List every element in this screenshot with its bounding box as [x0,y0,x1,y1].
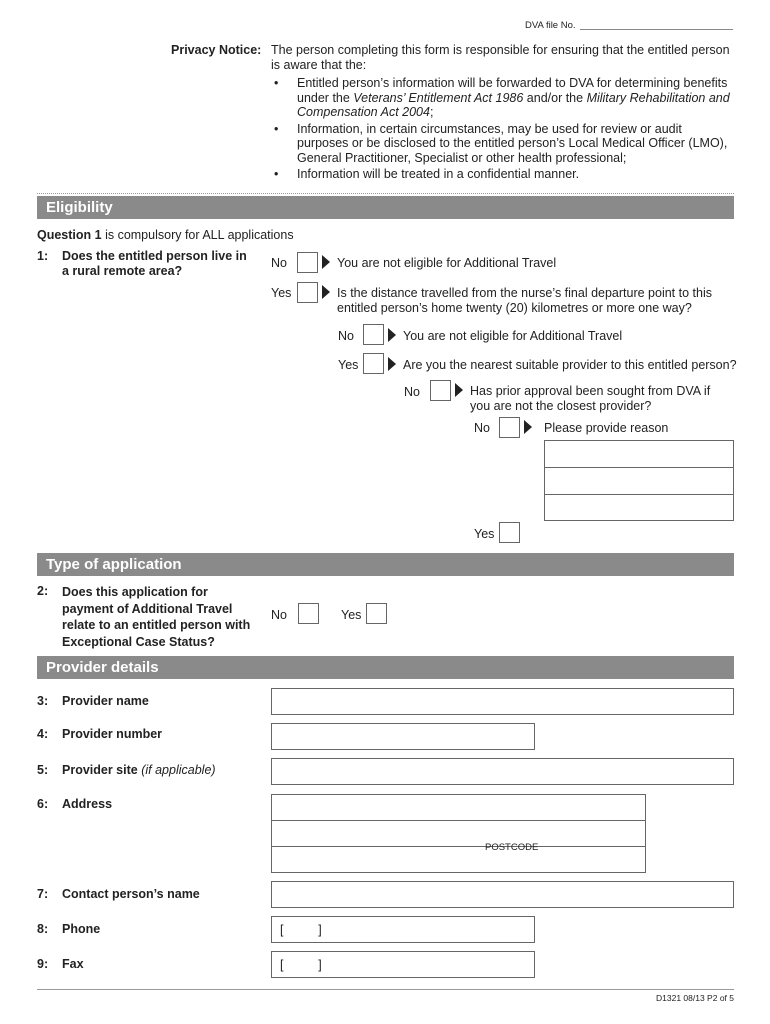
eligibility-note: Question 1 is compulsory for ALL applications [37,228,294,242]
distance-yes-checkbox[interactable] [363,353,384,374]
footer-divider [37,989,734,990]
approval-yes-label: Yes [474,527,495,541]
provider-number-input[interactable] [271,723,535,750]
approval-question: Has prior approval been sought from DVA if you are not the closest provider? [470,384,711,413]
q1-not-eligible: You are not eligible for Additional Travel [337,256,557,270]
distance-no-label: No [338,329,354,343]
q2-no-checkbox[interactable] [298,603,319,624]
eligibility-heading: Eligibility [37,196,734,219]
field-number: 8: [37,922,49,936]
address-label: Address [62,797,113,811]
field-number: 7: [37,887,49,901]
field-number: 4: [37,727,49,741]
privacy-text [271,43,733,184]
privacy-bullet-2: • Information, in certain circumstances, may be used for review or audit purposes or be disclosed to the entitled person’s Local Medical Officer (LMO), General Practitioner, Specialist or other health professional; [271,122,733,166]
q1-number: 1: [37,249,49,263]
provider-name-input[interactable] [271,688,734,715]
field-number: 3: [37,694,49,708]
nearest-no-checkbox[interactable] [430,380,451,401]
q1-no-label: No [271,256,287,270]
nearest-question: Are you the nearest suitable provider to this entitled person? [403,358,737,372]
q1-no-checkbox[interactable] [297,252,318,273]
distance-not-eligible: You are not eligible for Additional Travel [403,329,623,343]
postcode-label: POSTCODE [485,842,539,853]
field-number: 5: [37,763,49,777]
dva-file-label: DVA file No. [525,20,576,31]
form-code: D1321 08/13 P2 of 5 [656,993,734,1003]
q2-text: Does this application for payment of Additional Travel relate to an entitled person with Exceptional Case Status? [62,585,251,649]
q2-yes-checkbox[interactable] [366,603,387,624]
distance-no-checkbox[interactable] [363,324,384,345]
contact-name-label: Contact person’s name [62,887,200,901]
provider-site-label: Provider site (if applicable) [62,763,216,777]
arrow-icon [388,328,396,342]
reason-label: Please provide reason [544,421,669,435]
dva-file-input-line[interactable] [580,29,733,30]
phone-input[interactable] [271,916,535,943]
distance-yes-label: Yes [338,358,359,372]
q2-number: 2: [37,584,49,598]
provider-name-label: Provider name [62,694,149,708]
arrow-icon [388,357,396,371]
arrow-icon [455,383,463,397]
distance-question: Is the distance travelled from the nurse’s final departure point to this entitled person’s home twenty (20) kilometres or more one way? [337,286,712,315]
provider-number-label: Provider number [62,727,163,741]
q2-no-label: No [271,608,287,622]
field-number: 6: [37,797,49,811]
approval-no-label: No [474,421,490,435]
phone-area-code-brackets: [ ] [280,923,322,937]
section-divider [37,193,734,194]
privacy-label: Privacy Notice: [171,43,262,57]
fax-label: Fax [62,957,84,971]
approval-yes-checkbox[interactable] [499,522,520,543]
arrow-icon [322,255,330,269]
q1-yes-label: Yes [271,286,292,300]
arrow-icon [524,420,532,434]
provider-details-heading: Provider details [37,656,734,679]
contact-name-input[interactable] [271,881,734,908]
reason-textarea[interactable] [544,440,734,521]
fax-input[interactable] [271,951,535,978]
type-of-application-heading: Type of application [37,553,734,576]
q1-yes-checkbox[interactable] [297,282,318,303]
privacy-intro: The person completing this form is responsible for ensuring that the entitled person is aware that the: [271,43,730,72]
field-number: 9: [37,957,49,971]
privacy-bullet-1: • Entitled person’s information will be forwarded to DVA for determining benefits under the Veterans’ Entitlement Act 1986 and/or the Military Rehabilitation and Compensation Act 2004; [271,76,733,120]
privacy-bullet-3: • Information will be treated in a confidential manner. [271,167,733,182]
fax-area-code-brackets: [ ] [280,958,322,972]
approval-no-checkbox[interactable] [499,417,520,438]
q2-yes-label: Yes [341,608,362,622]
q1-text: Does the entitled person live in a rural remote area? [62,249,247,278]
phone-label: Phone [62,922,101,936]
arrow-icon [322,285,330,299]
provider-site-input[interactable] [271,758,734,785]
address-input[interactable] [271,794,646,873]
nearest-no-label: No [404,385,420,399]
